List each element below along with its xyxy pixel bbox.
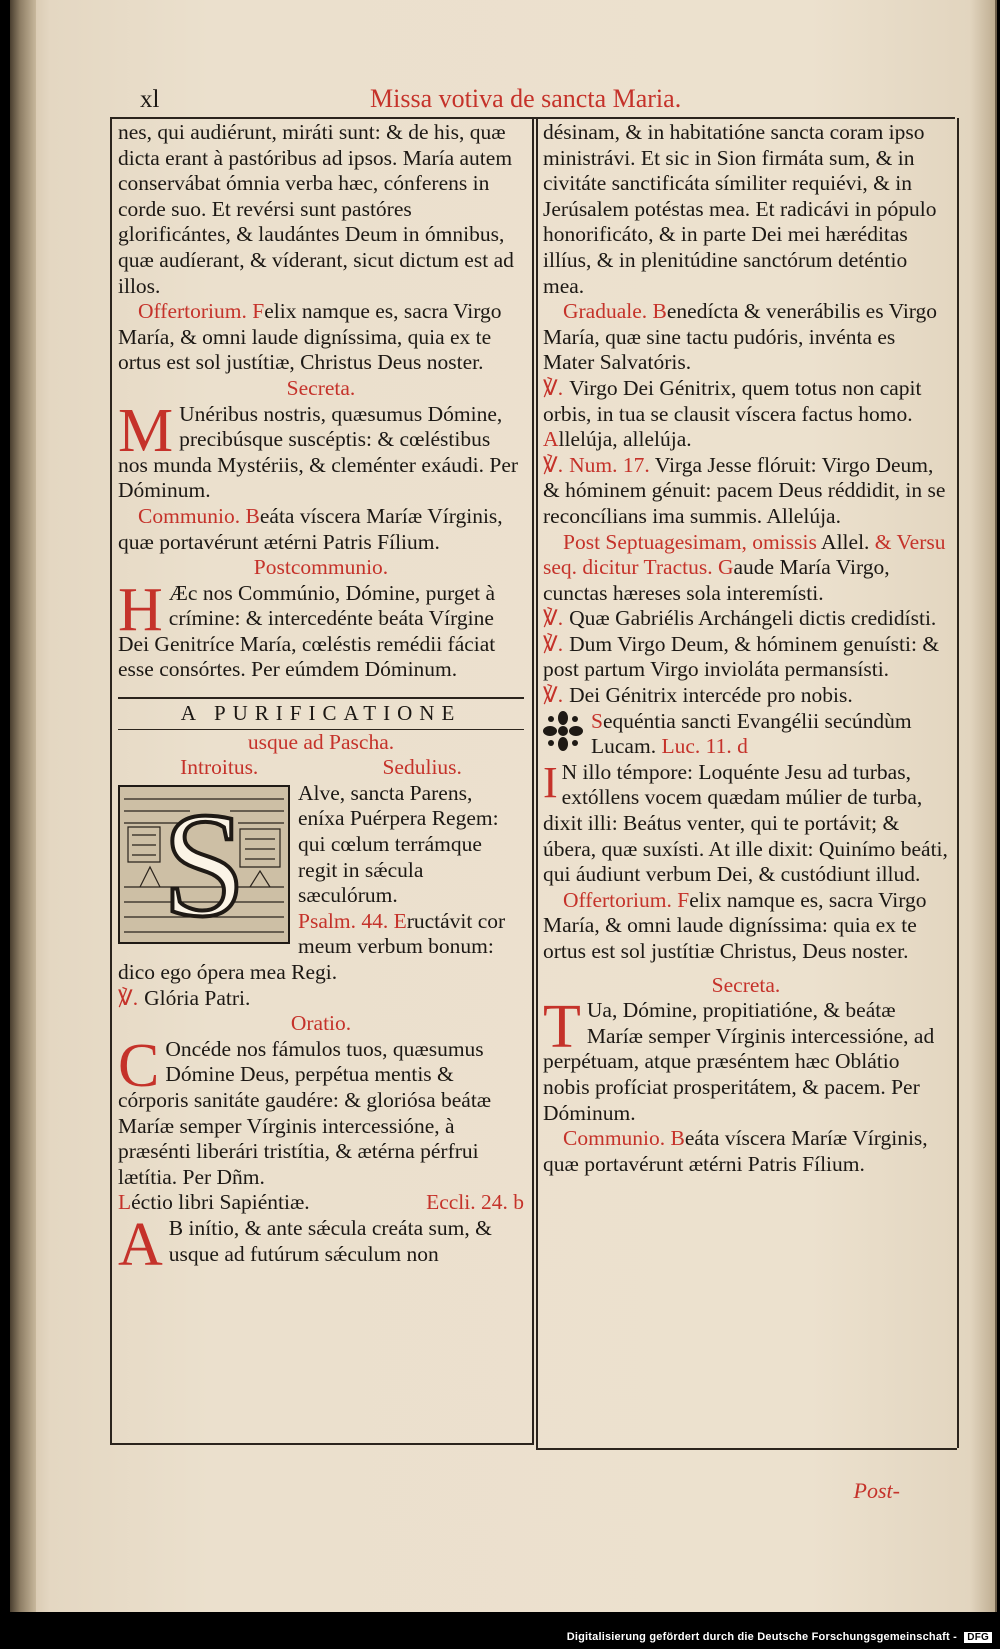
versicle-2-text: Quæ Gabriélis Archángeli dictis credidísti. [569, 606, 937, 631]
oratio-heading: Oratio. [290, 1011, 352, 1036]
sequentia [543, 709, 949, 760]
gloria [118, 986, 524, 1012]
versicle-icon: ℣. [543, 452, 564, 477]
secreta [118, 396, 524, 504]
versicle-icon: ℣. [543, 606, 564, 631]
sequentia-text: equéntia sancti Evangélii secúndùm Lucam. [591, 708, 912, 759]
introitus-text: Alve, sancta Parens, eníxa Puérpera Regem: qui cœlum terrámque regit in sǽcula sæculórum. [298, 780, 499, 908]
woodcut-initial-s-image [118, 785, 290, 944]
right-column [543, 120, 949, 1177]
graduale-text: enedícta & venerábilis es Virgo María, quæ sine tactu pudóris, invénta es Mater Salvatóris. [543, 299, 938, 375]
offertorium-right [543, 888, 949, 965]
offertorium-text: elix namque es, sacra Virgo María, & omni laude digníssima: quia ex te ortus est sol justítiæ Christus, Deus noster. [543, 887, 927, 963]
graduale-label: Graduale. [563, 299, 648, 324]
versicle-3 [543, 632, 949, 683]
psalm-text: ructávit cor meum verbum bonum: dico ego ópera mea Regi. [118, 908, 506, 984]
gaude-text: aude María Virgo, cunctas hæreses sola interemísti. [543, 555, 890, 605]
graduale-initial: B [652, 299, 667, 324]
septuagesima-text: Allel. [821, 529, 870, 554]
oratio [118, 1031, 524, 1191]
left-column [118, 120, 524, 1279]
gospel-continuation: nes, qui audiérunt, miráti sunt: & de his, quæ dicta erant à pastóribus ad ipsos. María autem conservábat ómnia verba hæc, cónferens in corde suo. Et revérsi sunt pastóres glorificántes, & laudántes Deum in ómnibus, quæ audíerant, & víderant, sicut dictum est ad illos. [118, 120, 514, 298]
alleluia-text: llelúja, allelúja. [558, 427, 692, 452]
introitus-labels [118, 755, 524, 781]
footer-bar [0, 1612, 1000, 1649]
sequentia-initial: S [591, 708, 603, 733]
page-number: xl [140, 86, 160, 113]
psalm-label: Psalm. 44. [298, 908, 389, 933]
right-column-bottom-rule [536, 1448, 957, 1450]
gloria-text: Glória Patri. [144, 985, 251, 1010]
digitization-credit [567, 1631, 992, 1643]
secreta-dropcap: T [543, 993, 581, 1062]
introitus-label: Introitus. [180, 755, 259, 780]
offertorium [118, 299, 524, 376]
dfg-logo: DFG [964, 1632, 992, 1643]
psalm-initial: E [393, 908, 407, 933]
communio-text: eáta víscera Maríæ Vírginis, quæ portavérunt ætérni Patris Fílium. [118, 503, 503, 554]
postcommunio [118, 575, 524, 683]
oratio-dropcap: C [118, 1031, 160, 1100]
offertorium-label: Offertorium. [563, 887, 672, 912]
offertorium-initial: F [677, 887, 690, 912]
sedulius-label: Sedulius. [382, 755, 462, 780]
catchword: Post- [853, 1478, 900, 1503]
versicle-4-text: Dei Génitrix intercéde pro nobis. [569, 683, 853, 708]
svg-text:S: S [162, 786, 246, 942]
oratio-text: Oncéde nos fámulos tuos, quæsumus Dómine Deus, perpétua mentis & córporis sanitáte gaudére: & gloriósa beátæ Maríæ semper Vírginis intercessióne, à præsénti liberári tristítia, & ætérna pérfrui lætítia. Per Dñm. [118, 1036, 492, 1189]
versicle-3-text: Dum Virgo Deum, & hóminem genuísti: & post partum Virgo invioláta permansísti. [543, 631, 940, 682]
communio-initial: B [245, 503, 260, 528]
postcommunio-text: Æc nos Commúnio, Dómine, purget à crímine: & intercedénte beáta Vírgine Dei Genitríce María, cœléstis remédii fáciat esse consórtes. Per eúmdem Dóminum. [118, 580, 496, 682]
versicle-1 [543, 376, 949, 453]
postcommunio-heading: Postcommunio. [253, 555, 389, 580]
sequentia-reference: Luc. 11. d [661, 734, 748, 759]
secreta-right [543, 993, 949, 1126]
num-text: Virga Jesse flóruit: Virgo Deum, & hóminem génuit: pacem Deus réddidit, in se reconcílians ima summis. Allelúja. [543, 452, 946, 528]
lectio-reference: Eccli. 24. b [426, 1190, 524, 1215]
communio-initial: B [670, 1126, 685, 1151]
lectio-text: éctio libri Sapiéntiæ. [131, 1190, 310, 1215]
section-divider [118, 697, 524, 699]
alleluia-initial: A [543, 427, 559, 452]
versicle-icon: ℣. [543, 375, 564, 400]
section-title: A PURIFICATIONE [118, 701, 524, 730]
credit-text: Digitalisierung gefördert durch die Deutsche Forschungsgemeinschaft - [566, 1631, 958, 1643]
gospel-dropcap: I [543, 757, 558, 807]
offertorium-label: Offertorium. [138, 299, 247, 324]
graduale [543, 299, 949, 376]
section-subtitle: usque ad Pascha. [247, 729, 395, 754]
communio-right [543, 1126, 949, 1177]
versicle-icon: ℣. [118, 985, 139, 1010]
lectio [118, 1190, 524, 1216]
lectio-initial: L [118, 1190, 132, 1215]
versicle-icon: ℣. [543, 683, 564, 708]
lectio-dropcap: A [118, 1210, 163, 1279]
secreta-heading: Secreta. [711, 972, 781, 997]
versicle-2 [543, 606, 949, 632]
gospel-text: N illo témpore: Loquénte Jesu ad turbas, extóllens vocem quædam múlier de turba, dixit illi: Beátus venter, qui te portávit; & úbera, quæ suxísti. At ille dixit: Quinímo beáti, qui áudiunt verbum Dei, & custódiunt illud. [543, 759, 948, 887]
secreta-dropcap: M [118, 396, 174, 465]
lectio-body-text: B inítio, & ante sǽcula creáta sum, & usque ad futúrum sǽculum non [168, 1215, 492, 1266]
lectio-continuation: désinam, & in habitatióne sancta coram ipso ministrávi. Et sic in Sion firmáta sum, & in civitáte sanctificáta símiliter requiévi, & in Jerúsalem potéstas mea. Et radicávi in pópulo honorificáto, & in parte Dei mei hæréditas illíus, & in plenitúdine sanctórum deténtio mea. [543, 120, 937, 298]
versicle-icon: ℣. [543, 631, 564, 656]
versicle-1-text: Virgo Dei Génitrix, quem totus non capit orbis, in tua se clausit víscera factus homo. [543, 375, 922, 426]
gaude-initial: G [717, 555, 734, 580]
secreta-heading: Secreta. [286, 375, 356, 400]
page-header [115, 80, 960, 116]
page-edge-shadow [10, 0, 36, 1612]
secreta-text: Unéribus nostris, quæsumus Dómine, precibúsque suscéptis: & cœléstibus nos munda Mystériis, & cleménter exáudi. Per Dóminum. [118, 401, 519, 503]
communio-label: Communio. [138, 503, 241, 528]
communio-label: Communio. [563, 1126, 666, 1151]
offertorium-initial: F [252, 299, 265, 324]
communio-text: eáta víscera Maríæ Vírginis, quæ portavérunt ætérni Patris Fílium. [543, 1126, 928, 1176]
ornament-flower-icon [543, 711, 583, 751]
versicle-4 [543, 683, 949, 709]
offertorium-text: elix namque es, sacra Virgo María, & omni laude digníssima, quia ex te ortus est sol justítiæ, Christus Deus noster. [118, 299, 502, 375]
lectio-body [118, 1210, 524, 1279]
gospel [543, 757, 949, 888]
num-label: Num. 17. [569, 452, 650, 477]
septuagesima-label: Post Septuagesimam, omissis [563, 529, 817, 554]
num-versicle [543, 453, 949, 530]
septuagesima [543, 530, 949, 607]
tractus-label: & Versu seq. dicitur Tractus. [543, 529, 946, 580]
communio [118, 504, 524, 555]
running-title: Missa votiva de sancta Maria. [370, 84, 682, 113]
postcommunio-dropcap: H [118, 575, 163, 644]
secreta-text: Ua, Dómine, propitiatióne, & beátæ Maríæ semper Vírginis intercessióne, ad perpétuam, atque præséntem hæc Oblátio nobis profíciat prosperitátem, & pacem. Per Dóminum. [543, 998, 935, 1125]
